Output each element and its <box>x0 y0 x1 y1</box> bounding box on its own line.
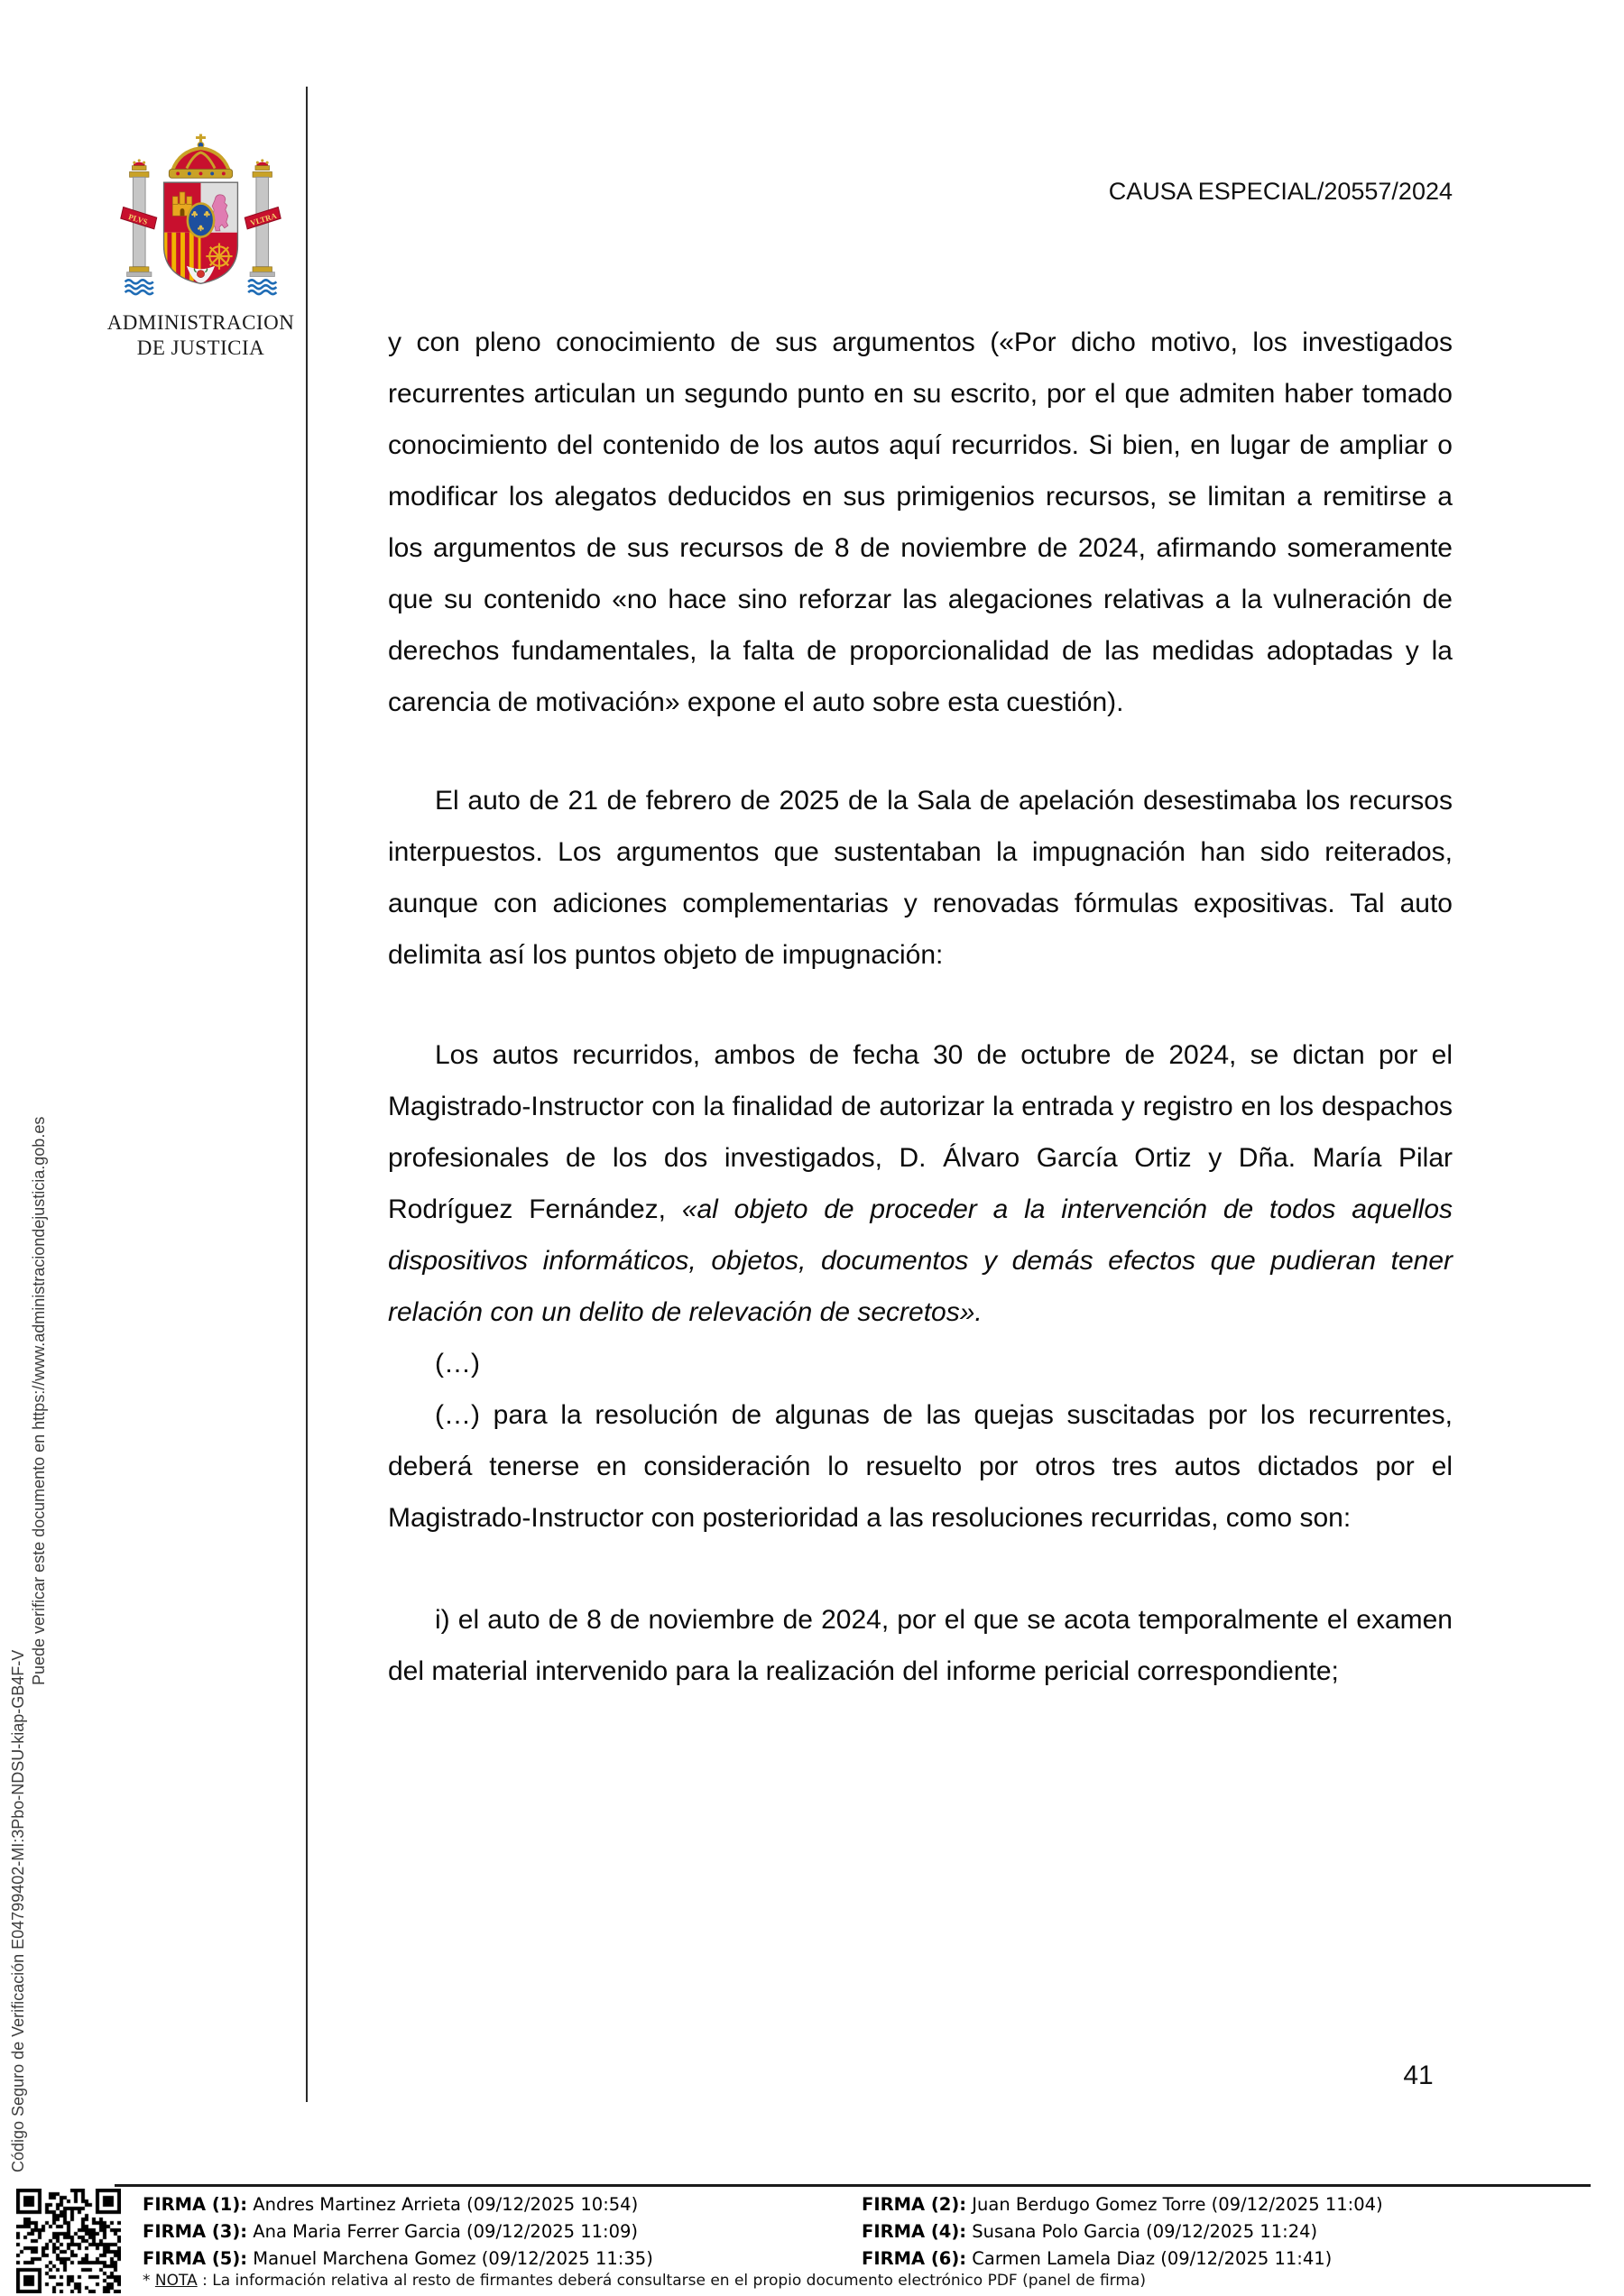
org-name-line2: DE JUSTICIA <box>136 337 265 359</box>
paragraph: El auto de 21 de febrero de 2025 de la Sala de apelación desestimaba los recursos interpuestos. Los argumentos que sustentaban la impugnación han sido reiterados, aunque con adiciones complementarias y renovadas fórmulas expositivas. Tal auto delimita así los puntos objeto de impugnación: <box>388 786 1453 970</box>
qr-code <box>16 2189 121 2293</box>
note-prefix: * <box>143 2272 155 2290</box>
signature-entry <box>862 2248 1586 2269</box>
pomegranate-icon <box>197 270 204 277</box>
royal-crown-icon <box>169 134 232 179</box>
secure-verification-code: Código Seguro de Verificación E04799402-MI:3Pbo-NDSU-kiap-GB4F-V <box>9 1649 27 2172</box>
document-body <box>388 317 1453 1697</box>
signature-label: FIRMA (3): <box>143 2221 248 2242</box>
page-number: 41 <box>1403 2061 1434 2090</box>
signature-value: Juan Berdugo Gomez Torre (09/12/2025 11:04) <box>972 2194 1383 2215</box>
paragraph <box>388 1029 1453 1338</box>
signature-label: FIRMA (1): <box>143 2194 248 2215</box>
signature-entry <box>862 2221 1586 2242</box>
verification-url-text: Puede verificar este documento en https://www.administraciondejusticia.gob.es <box>30 1116 48 1685</box>
paragraph: (…) para la resolución de algunas de las quejas suscitadas por los recurrentes, deberá tenerse en consideración lo resuelto por otros tres autos dictados por el Magistrado-Instructor con posterioridad a las resoluciones recurridas, como son: <box>388 1400 1453 1533</box>
note-text: : La información relativa al resto de firmantes deberá consultarse en el propio documento electrónico PDF (panel de firma) <box>197 2272 1146 2290</box>
signature-value: Ana Maria Ferrer Garcia (09/12/2025 11:09) <box>253 2221 639 2242</box>
paragraph: (…) <box>435 1349 480 1379</box>
signature-entry <box>143 2221 862 2242</box>
signature-label: FIRMA (6): <box>862 2248 967 2269</box>
note-label: NOTA <box>154 2272 198 2290</box>
case-number: CAUSA ESPECIAL/20557/2024 <box>1108 178 1453 205</box>
signature-value: Susana Polo Garcia (09/12/2025 11:24) <box>972 2221 1318 2242</box>
signature-value: Manuel Marchena Gomez (09/12/2025 11:35) <box>253 2248 653 2269</box>
signature-entry <box>143 2194 862 2215</box>
coat-of-arms <box>113 132 289 316</box>
margin-separator-line <box>306 87 308 2102</box>
paragraph: y con pleno conocimiento de sus argumentos («Por dicho motivo, los investigados recurrentes articulan un segundo punto en su escrito, por el que admiten haber tomado conocimiento del contenido de los autos aquí recurridos. Si bien, en lugar de ampliar o modificar los alegatos deducidos en sus primigenios recursos, se limitan a remitirse a los argumentos de sus recursos de 8 de noviembre de 2024, afirmando someramente que su contenido «no hace sino reforzar las alegaciones relativas a la vulneración de derechos fundamentales, la falta de proporcionalidad de las medidas adoptadas y la carencia de motivación» expone el auto sobre esta cuestión). <box>388 327 1453 717</box>
signature-entry <box>143 2248 862 2269</box>
paragraph-quote-italic: «al objeto de proceder a la intervención de todos aquellos dispositivos informáticos, objetos, documentos y demás efectos que pudieran tener relación con un delito de relevación de secretos». <box>388 1194 1453 1327</box>
signature-label: FIRMA (2): <box>862 2194 967 2215</box>
signature-entry <box>862 2194 1586 2215</box>
motto-right-text: VLTRA <box>249 210 278 228</box>
shield-icon <box>164 182 238 285</box>
org-name-line1: ADMINISTRACION <box>106 311 295 334</box>
footer-divider-line <box>115 2184 1591 2187</box>
motto-left-text: PLVS <box>127 212 149 226</box>
footer-note <box>143 2272 1586 2290</box>
paragraph: i) el auto de 8 de noviembre de 2024, por el que se acota temporalmente el examen del material intervenido para la realización del informe pericial correspondiente; <box>388 1605 1453 1686</box>
signature-label: FIRMA (4): <box>862 2221 967 2242</box>
signature-value: Carmen Lamela Diaz (09/12/2025 11:41) <box>972 2248 1333 2269</box>
signature-label: FIRMA (5): <box>143 2248 248 2269</box>
signature-block <box>143 2194 1586 2269</box>
signature-value: Andres Martinez Arrieta (09/12/2025 10:54) <box>253 2194 639 2215</box>
paragraph-text: Los autos recurridos, ambos de fecha 30 de octubre de 2024, se dictan por el Magistrado-Instructor con la finalidad de autorizar la entrada y registro en los despachos profesionales de los dos investigados, D. Álvaro García Ortiz y Dña. María Pilar Rodríguez Fernández, <box>388 1040 1453 1224</box>
org-name <box>90 310 311 361</box>
